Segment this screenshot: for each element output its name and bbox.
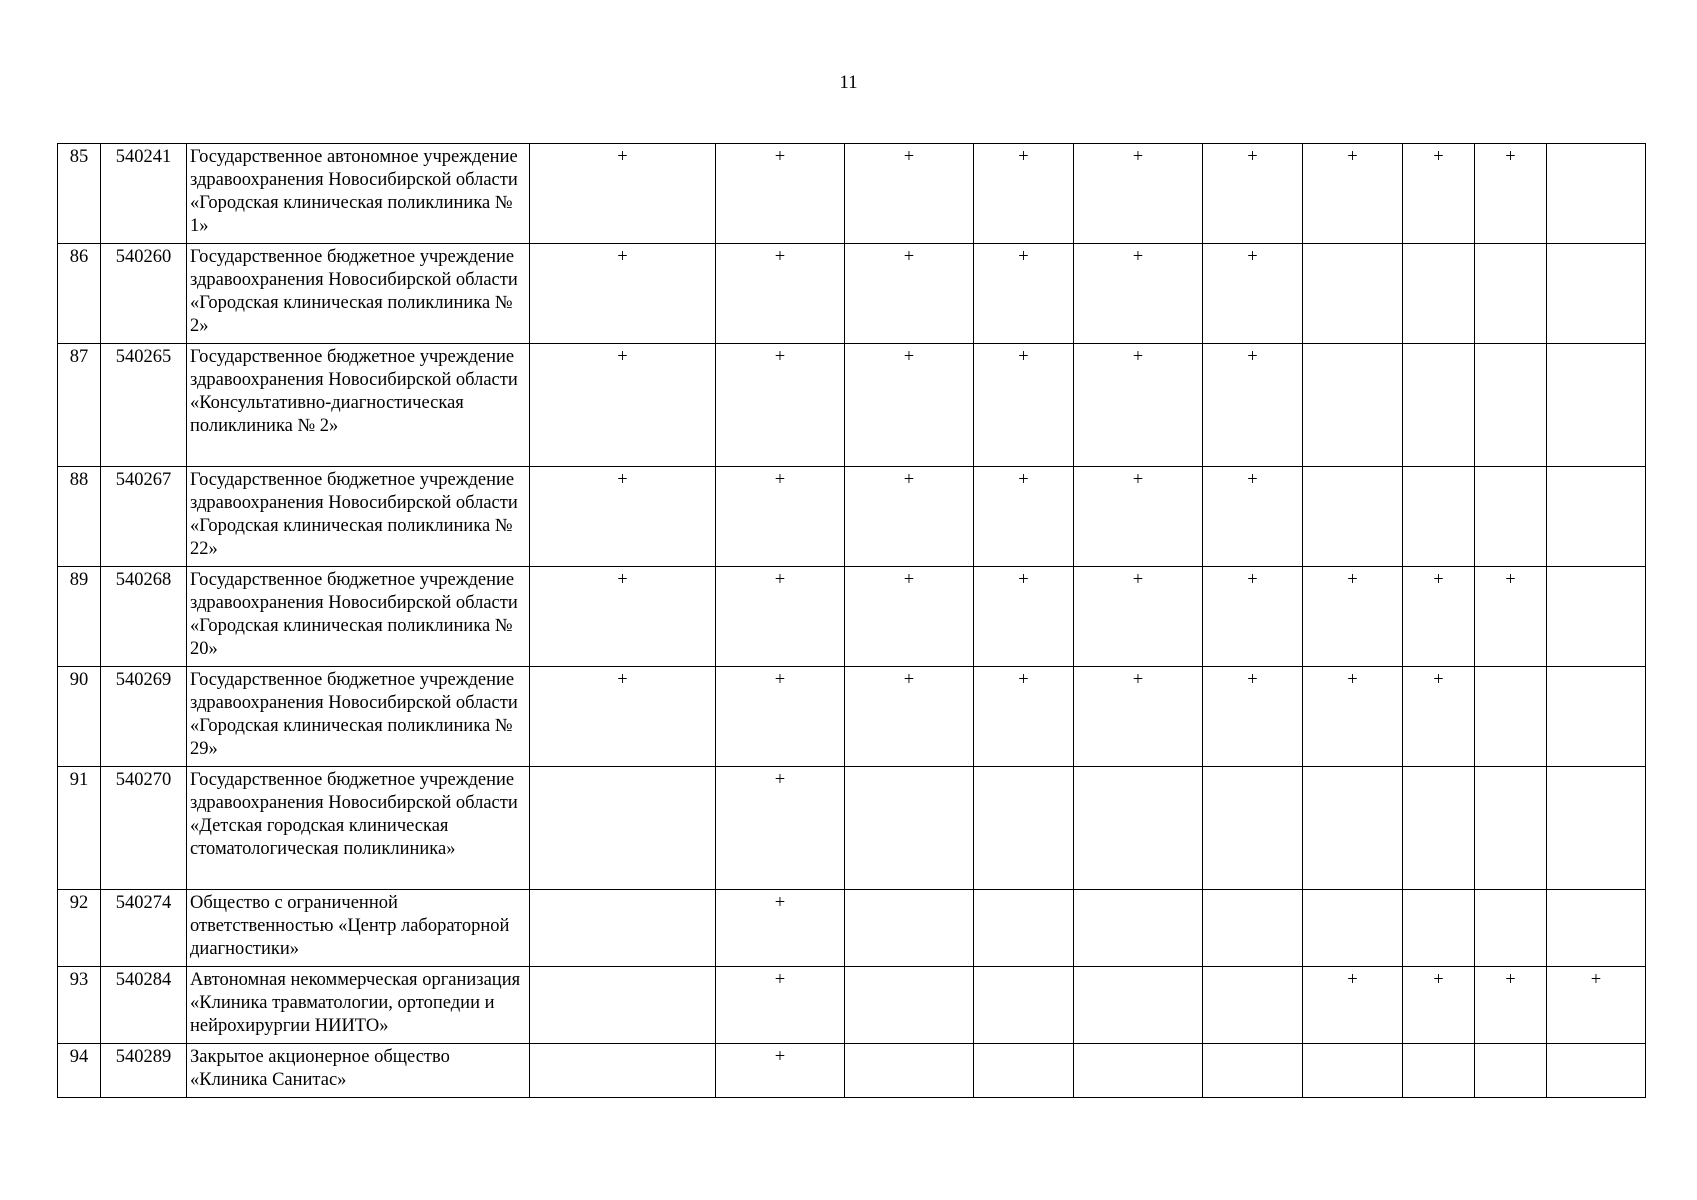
organization-code: 540267 [101, 467, 187, 567]
mark-cell [1475, 1044, 1547, 1098]
registry-table [57, 143, 1646, 1098]
mark-cell [845, 767, 974, 890]
mark-cell: + [1074, 667, 1203, 767]
mark-cell [1303, 767, 1403, 890]
mark-cell: + [974, 467, 1074, 567]
table-row [58, 890, 1646, 967]
mark-cell [530, 967, 716, 1044]
mark-cell [1074, 890, 1203, 967]
mark-cell [1074, 767, 1203, 890]
mark-cell [1303, 344, 1403, 467]
mark-cell: + [716, 967, 845, 1044]
organization-name: Государственное бюджетное учреждение здравоохранения Новосибирской области «Городская клиническая поликлиника № 22» [187, 467, 530, 567]
row-number: 94 [58, 1044, 101, 1098]
mark-cell: + [845, 567, 974, 667]
organization-name: Государственное бюджетное учреждение здравоохранения Новосибирской области «Городская клиническая поликлиника № 29» [187, 667, 530, 767]
mark-cell: + [1074, 467, 1203, 567]
mark-cell [1303, 467, 1403, 567]
mark-cell: + [845, 344, 974, 467]
mark-cell [1547, 667, 1646, 767]
mark-cell [1303, 1044, 1403, 1098]
row-number: 85 [58, 144, 101, 244]
mark-cell [1203, 767, 1303, 890]
mark-cell: + [845, 244, 974, 344]
mark-cell [1403, 890, 1475, 967]
mark-cell: + [530, 344, 716, 467]
mark-cell: + [1403, 144, 1475, 244]
mark-cell [1475, 767, 1547, 890]
mark-cell [1547, 890, 1646, 967]
mark-cell [1203, 890, 1303, 967]
organization-code: 540274 [101, 890, 187, 967]
mark-cell [1547, 567, 1646, 667]
mark-cell [845, 1044, 974, 1098]
mark-cell [1303, 890, 1403, 967]
organization-name: Закрытое акционерное общество «Клиника Санитас» [187, 1044, 530, 1098]
mark-cell [974, 967, 1074, 1044]
mark-cell: + [974, 144, 1074, 244]
mark-cell: + [1547, 967, 1646, 1044]
table-row [58, 144, 1646, 244]
mark-cell: + [716, 567, 845, 667]
mark-cell: + [1475, 144, 1547, 244]
mark-cell [845, 967, 974, 1044]
organization-code: 540241 [101, 144, 187, 244]
mark-cell [1403, 344, 1475, 467]
mark-cell [1475, 890, 1547, 967]
organization-code: 540284 [101, 967, 187, 1044]
mark-cell [1547, 767, 1646, 890]
mark-cell: + [1403, 967, 1475, 1044]
mark-cell [1547, 244, 1646, 344]
mark-cell: + [974, 244, 1074, 344]
mark-cell: + [1074, 144, 1203, 244]
table-row [58, 467, 1646, 567]
mark-cell: + [530, 567, 716, 667]
table-body [58, 144, 1646, 1098]
organization-name: Государственное бюджетное учреждение здравоохранения Новосибирской области «Детская городская клиническая стоматологическая поликлиника» [187, 767, 530, 890]
mark-cell: + [974, 567, 1074, 667]
mark-cell: + [1303, 144, 1403, 244]
mark-cell [1403, 244, 1475, 344]
mark-cell: + [1203, 467, 1303, 567]
organization-name: Государственное бюджетное учреждение здравоохранения Новосибирской области «Городская клиническая поликлиника № 20» [187, 567, 530, 667]
mark-cell [974, 1044, 1074, 1098]
mark-cell: + [1303, 567, 1403, 667]
row-number: 87 [58, 344, 101, 467]
mark-cell: + [1475, 967, 1547, 1044]
mark-cell: + [716, 144, 845, 244]
mark-cell: + [845, 467, 974, 567]
mark-cell: + [716, 667, 845, 767]
row-number: 86 [58, 244, 101, 344]
mark-cell [1547, 344, 1646, 467]
organization-name: Общество с ограниченной ответственностью «Центр лабораторной диагностики» [187, 890, 530, 967]
mark-cell [1475, 344, 1547, 467]
table-row [58, 967, 1646, 1044]
mark-cell [530, 767, 716, 890]
row-number: 89 [58, 567, 101, 667]
mark-cell [845, 890, 974, 967]
mark-cell [1074, 967, 1203, 1044]
mark-cell [1547, 144, 1646, 244]
mark-cell [1203, 967, 1303, 1044]
mark-cell: + [974, 344, 1074, 467]
mark-cell: + [716, 767, 845, 890]
mark-cell: + [1074, 344, 1203, 467]
page-number: 11 [839, 72, 858, 93]
table-row [58, 667, 1646, 767]
mark-cell: + [716, 1044, 845, 1098]
mark-cell [1303, 244, 1403, 344]
mark-cell: + [1403, 667, 1475, 767]
mark-cell [974, 767, 1074, 890]
mark-cell: + [845, 667, 974, 767]
mark-cell [1475, 467, 1547, 567]
table-row [58, 567, 1646, 667]
mark-cell [530, 890, 716, 967]
organization-code: 540260 [101, 244, 187, 344]
mark-cell: + [1203, 344, 1303, 467]
mark-cell: + [530, 244, 716, 344]
mark-cell [1203, 1044, 1303, 1098]
mark-cell: + [1303, 967, 1403, 1044]
mark-cell: + [1074, 244, 1203, 344]
table-row [58, 1044, 1646, 1098]
table-row [58, 344, 1646, 467]
mark-cell [1475, 667, 1547, 767]
mark-cell [1403, 467, 1475, 567]
mark-cell [1475, 244, 1547, 344]
table-row [58, 244, 1646, 344]
mark-cell: + [716, 467, 845, 567]
organization-name: Государственное бюджетное учреждение здравоохранения Новосибирской области «Городская клиническая поликлиника № 2» [187, 244, 530, 344]
row-number: 91 [58, 767, 101, 890]
organization-code: 540268 [101, 567, 187, 667]
mark-cell: + [1203, 667, 1303, 767]
row-number: 88 [58, 467, 101, 567]
row-number: 90 [58, 667, 101, 767]
mark-cell [1547, 1044, 1646, 1098]
mark-cell [530, 1044, 716, 1098]
organization-name: Государственное бюджетное учреждение здравоохранения Новосибирской области «Консультативно-диагностическая поликлиника № 2» [187, 344, 530, 467]
mark-cell: + [1475, 567, 1547, 667]
mark-cell [1547, 467, 1646, 567]
organization-code: 540270 [101, 767, 187, 890]
organization-code: 540289 [101, 1044, 187, 1098]
organization-name: Государственное автономное учреждение здравоохранения Новосибирской области «Городская клиническая поликлиника № 1» [187, 144, 530, 244]
organization-code: 540265 [101, 344, 187, 467]
table-row [58, 767, 1646, 890]
mark-cell: + [716, 344, 845, 467]
mark-cell: + [974, 667, 1074, 767]
organization-name: Автономная некоммерческая организация «Клиника травматологии, ортопедии и нейрохирургии НИИТО» [187, 967, 530, 1044]
mark-cell: + [716, 890, 845, 967]
mark-cell: + [1203, 144, 1303, 244]
mark-cell: + [1074, 567, 1203, 667]
mark-cell: + [716, 244, 845, 344]
mark-cell: + [530, 467, 716, 567]
mark-cell [1403, 1044, 1475, 1098]
organization-code: 540269 [101, 667, 187, 767]
mark-cell [1074, 1044, 1203, 1098]
mark-cell: + [1203, 567, 1303, 667]
mark-cell: + [530, 144, 716, 244]
mark-cell: + [1203, 244, 1303, 344]
mark-cell: + [530, 667, 716, 767]
row-number: 93 [58, 967, 101, 1044]
mark-cell: + [1403, 567, 1475, 667]
mark-cell [974, 890, 1074, 967]
mark-cell: + [845, 144, 974, 244]
mark-cell: + [1303, 667, 1403, 767]
row-number: 92 [58, 890, 101, 967]
mark-cell [1403, 767, 1475, 890]
